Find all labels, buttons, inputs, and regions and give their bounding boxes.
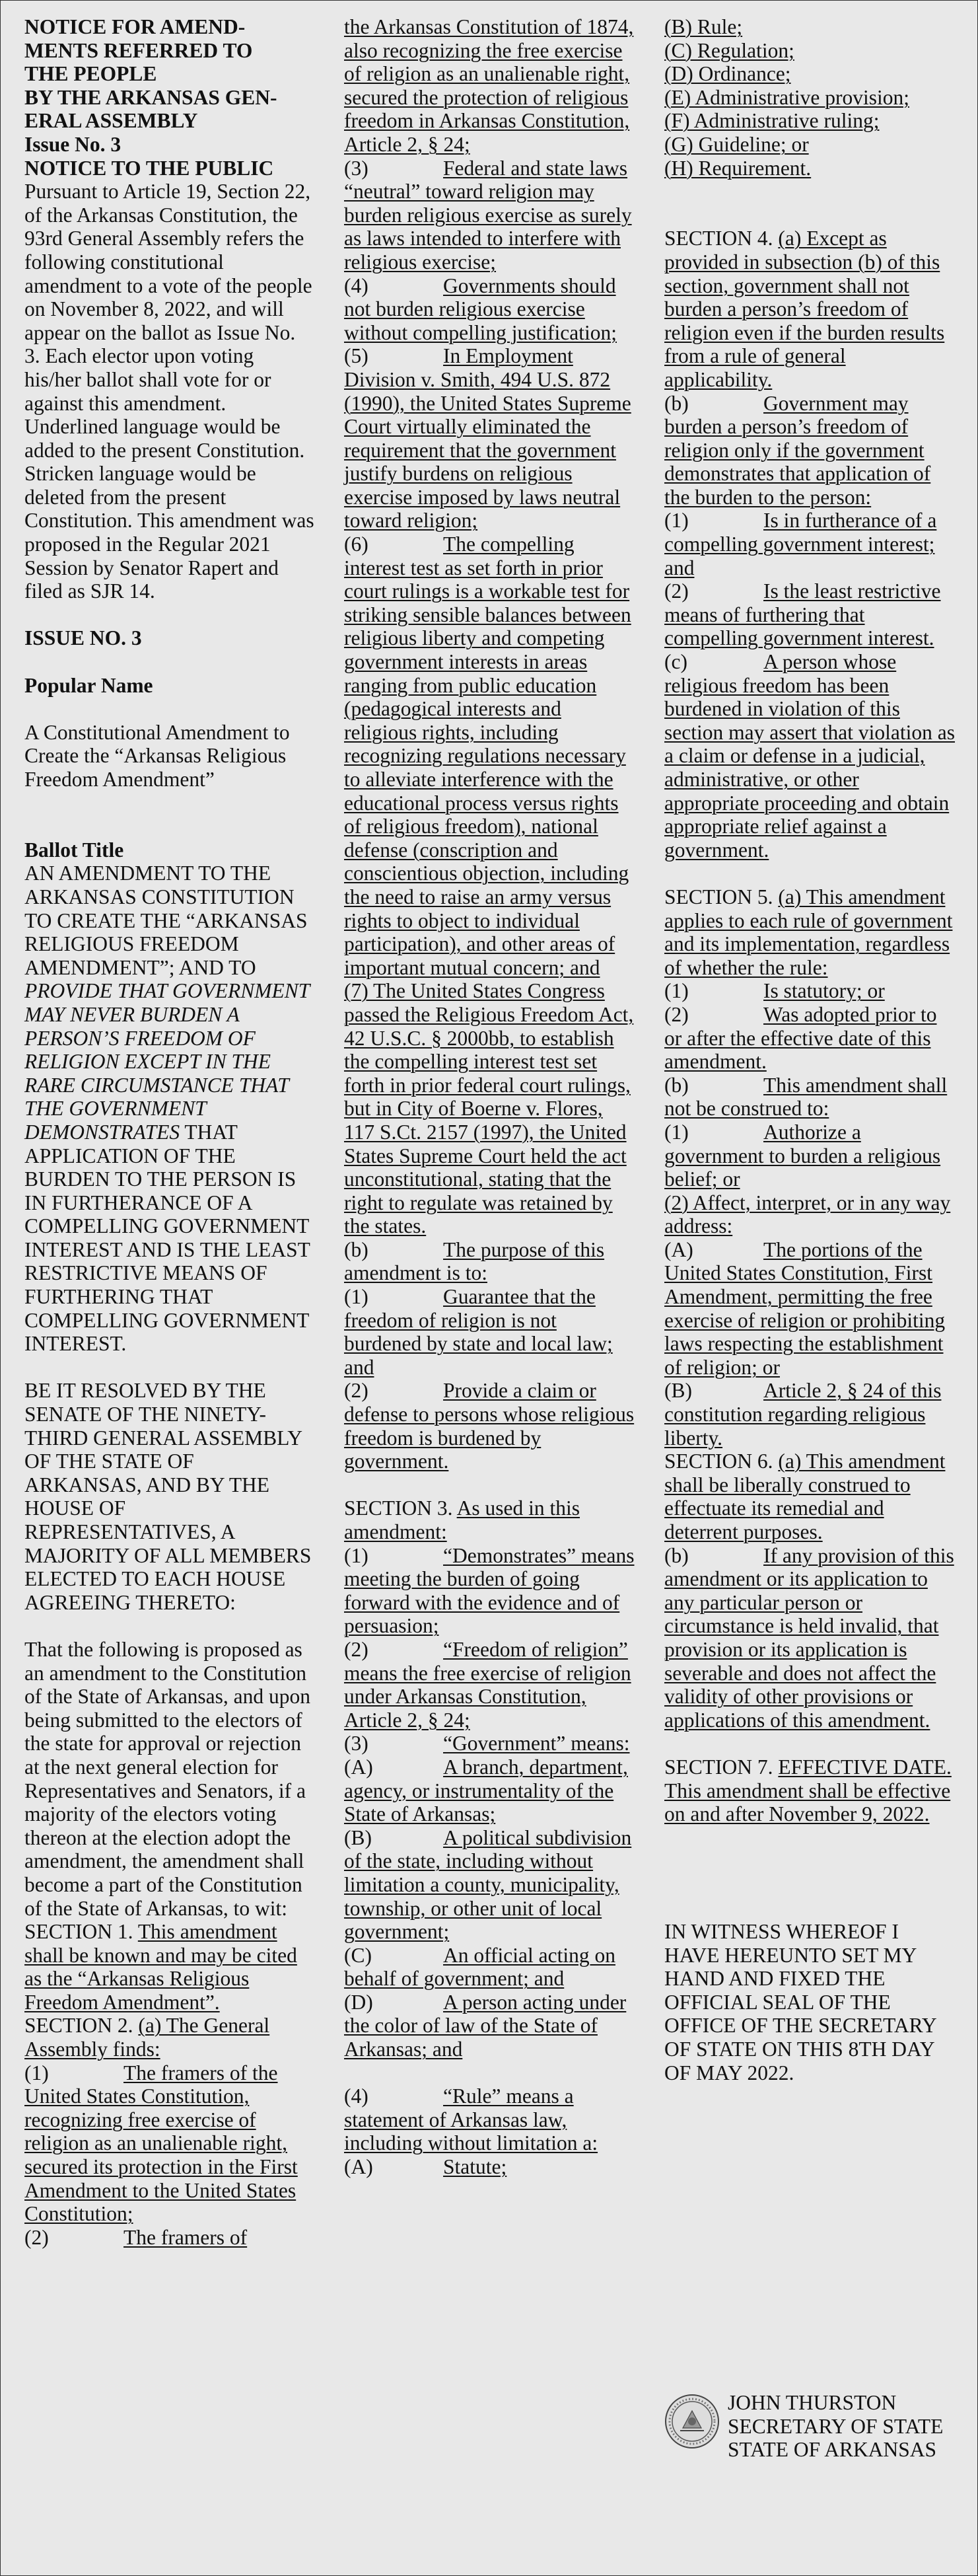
section-7-label: SECTION 7. (664, 1755, 773, 1779)
popular-name-heading: Popular Name (24, 673, 153, 697)
section-4-c-label: (c) (664, 650, 687, 674)
finding-3-text: Federal and state laws “neutral” toward religion may burden religious exercise as surely as laws intended to interfere with religious exercise; (344, 156, 632, 274)
section-5-b-1-text: Authorize a government to burden a religious belief; or (664, 1120, 941, 1191)
signature-block (664, 2391, 955, 2470)
definition-4-text: “Rule” means a statement of Arkansas law, including without limitation a: (344, 2084, 598, 2155)
definition-1-text: “Demonstrates” means meeting the burden of going forward with the evidence and of persuasion; (344, 1543, 635, 1638)
rule-c: (C) Regulation; (664, 38, 794, 62)
section-4-b-1-number: (1) (664, 509, 689, 533)
section-6-b-text: If any provision of this amendment or its application to any particular person or circumstance is held invalid, that provision or its application is severable and does not affect the validity of other provisions or applications of this amendment. (664, 1543, 954, 1732)
finding-1-text: The framers of the United States Constitution, recognizing free exercise of religion as an unalienable right, secured its protection in the First Amendment to the United States Constitution; (24, 2061, 298, 2226)
column-2 (344, 15, 635, 2179)
definition-2 (344, 1638, 635, 1732)
section-5-b-2-a-letter: (A) (664, 1237, 693, 1261)
signatory-state: STATE OF ARKANSAS (728, 2438, 937, 2462)
finding-5 (344, 344, 635, 533)
section-4-b (664, 392, 955, 509)
rule-d: (D) Ordinance; (664, 62, 791, 86)
state-seal-icon (664, 2394, 720, 2449)
purpose-label: (b) (344, 1237, 368, 1261)
finding-2-text: The framers of (123, 2225, 248, 2249)
column-1 (24, 15, 315, 2249)
definition-3-d-text: A person acting under the color of law of the State of Arkansas; and (344, 1990, 627, 2061)
definition-3-b (344, 1826, 635, 1944)
section-5-a-1-number: (1) (664, 979, 689, 1003)
section-1-label: SECTION 1. (24, 1920, 133, 1944)
ballot-title-part-1: AN AMENDMENT TO THE ARKANSAS CONSTITUTION TO CREATE THE “ARKANSAS RELIGIOUS FREEDOM AMENDMENT”; AND TO (24, 862, 308, 979)
finding-4-text: Governments should not burden religious exercise without compelling justification; (344, 274, 617, 344)
finding-5-number: (5) (344, 344, 368, 368)
section-5-b-text: This amendment shall not be construed to: (664, 1073, 948, 1121)
section-2-label: SECTION 2. (24, 2014, 133, 2038)
definition-2-number: (2) (344, 1637, 368, 1661)
notice-heading-line-5: ERAL ASSEMBLY (24, 109, 198, 133)
rule-f: (F) Administrative ruling; (664, 109, 880, 133)
section-6-b-label: (b) (664, 1543, 689, 1567)
notice-heading-line-2: MENTS REFERRED TO (24, 38, 253, 62)
column-3 (664, 15, 955, 2084)
rule-a (344, 2155, 635, 2179)
section-5-b-2-b-letter: (B) (664, 1379, 692, 1403)
section-5-b-1-number: (1) (664, 1120, 689, 1144)
purpose-clause (344, 1238, 635, 1285)
section-5-a-2-number: (2) (664, 1002, 689, 1026)
rule-a-text: Statute; (443, 2155, 507, 2179)
section-5-b-2-a-text: The portions of the United States Constitution, First Amendment, permitting the free exercise of religion or prohibiting laws respecting the establishment of religion; or (664, 1237, 946, 1379)
section-5-b-2: (2) Affect, interpret, or in any way address: (664, 1191, 951, 1238)
finding-6 (344, 533, 635, 979)
definition-1 (344, 1544, 635, 1638)
section-1-text: This amendment shall be known and may be cited as the “Arkansas Religious Freedom Amendment”. (24, 1920, 297, 2014)
definition-4 (344, 2084, 635, 2155)
definition-2-text: “Freedom of religion” means the free exercise of religion under Arkansas Constitution, Article 2, § 24; (344, 1637, 631, 1732)
ballot-title-heading: Ballot Title (24, 838, 124, 862)
resolution-clause: BE IT RESOLVED BY THE SENATE OF THE NINETY-THIRD GENERAL ASSEMBLY OF THE STATE OF ARKANSAS, AND BY THE HOUSE OF REPRESENTATIVES, A MAJORITY OF ALL MEMBERS ELECTED TO EACH HOUSE AGREEING THERETO: (24, 1379, 312, 1614)
section-7-text: EFFECTIVE DATE. This amendment shall be effective on and after November 9, 2022. (664, 1755, 952, 1826)
finding-2-continued: the Arkansas Constitution of 1874, also recognizing the free exercise of religion as an unalienable right, secured the protection of religious freedom in Arkansas Constitution, Article 2, § 24; (344, 15, 634, 156)
definition-3-a-letter: (A) (344, 1755, 373, 1779)
proposal-paragraph: That the following is proposed as an amendment to the Constitution of the State of Arkansas, and upon being submitted to the electors of the state for approval or rejection at the next general election for Representatives and Senators, if a majority of the electors voting thereon at the election adopt the amendment, the amendment shall become a part of the Constitution of the State of Arkansas, to wit: (24, 1637, 311, 1920)
finding-6-number: (6) (344, 533, 368, 556)
section-6-b (664, 1544, 955, 1732)
section-7 (664, 1755, 955, 1826)
notice-heading-line-4: BY THE ARKANSAS GEN- (24, 85, 277, 109)
section-4-b-2 (664, 579, 955, 650)
section-5-a-1-text: Is statutory; or (763, 979, 885, 1003)
finding-4 (344, 274, 635, 345)
notice-heading-line-1: NOTICE FOR AMEND- (24, 15, 246, 38)
finding-2 (24, 2226, 315, 2250)
rule-e: (E) Administrative provision; (664, 85, 909, 109)
purpose-2-text: Provide a claim or defense to persons whose religious freedom is burdened by government. (344, 1379, 635, 1473)
section-6 (664, 1450, 955, 1543)
definition-3-a (344, 1755, 635, 1826)
definition-3-d (344, 1991, 635, 2061)
purpose-text: The purpose of this amendment is to: (344, 1237, 605, 1285)
section-2 (24, 2014, 315, 2061)
popular-name-text: A Constitutional Amendment to Create the “Arkansas Religious Freedom Amendment” (24, 720, 290, 791)
section-6-text: (a) This amendment shall be liberally construed to effectuate its remedial and deterrent purposes. (664, 1450, 946, 1543)
finding-6-text: The compelling interest test as set forth in prior court rulings is a workable test for striking sensible balances between religious liberty and competing government interests in areas ranging from public education (pedagogical interests and religious rights, including recognizing regulations necessary to alleviate interference with the educational process versus rights of religious freedom), national defense (conscription and conscientious objection, including the need to raise an army versus rights to object to individual participation), and other areas of important mutual concern; and (344, 533, 631, 979)
section-1 (24, 1920, 315, 2014)
section-5-a-2 (664, 1003, 955, 1074)
finding-1 (24, 2061, 315, 2226)
signatory-name: JOHN THURSTON (728, 2391, 897, 2414)
definition-3-b-text: A political subdivision of the state, including without limitation a county, municipality, township, or other unit of local government; (344, 1825, 632, 1944)
issue-title: ISSUE NO. 3 (24, 626, 142, 650)
section-5-text: (a) This amendment applies to each rule of government and its implementation, regardless of whether the rule: (664, 885, 953, 979)
signatory-title: SECRETARY OF STATE (728, 2414, 944, 2438)
rule-g: (G) Guideline; or (664, 132, 809, 156)
definition-3-number: (3) (344, 1732, 368, 1755)
definition-3-b-letter: (B) (344, 1825, 372, 1849)
section-2-text: (a) The General Assembly finds: (24, 2014, 270, 2061)
section-3-text: As used in this amendment: (344, 1496, 580, 1543)
finding-2-number: (2) (24, 2225, 49, 2249)
section-5-a-2-text: Was adopted prior to or after the effective date of this amendment. (664, 1002, 937, 1074)
definition-3-c-letter: (C) (344, 1943, 372, 1967)
definition-3-d-letter: (D) (344, 1990, 373, 2014)
rule-h: (H) Requirement. (664, 156, 812, 180)
definition-3-text: “Government” means: (443, 1732, 630, 1755)
issue-number-heading: Issue No. 3 (24, 132, 122, 156)
ballot-title-part-2: THAT APPLICATION OF THE BURDEN TO THE PERSON IS IN FURTHERANCE OF A COMPELLING GOVERNMENT INTEREST AND IS THE LEAST RESTRICTIVE MEANS OF FURTHERING THAT COMPELLING GOVERNMENT INTEREST. (24, 1120, 310, 1356)
rule-a-letter: (A) (344, 2155, 373, 2179)
purpose-2-number: (2) (344, 1379, 368, 1403)
section-5-a-1 (664, 979, 955, 1003)
section-6-label: SECTION 6. (664, 1450, 773, 1473)
section-5 (664, 885, 955, 979)
finding-3-number: (3) (344, 156, 368, 180)
ballot-title-part-italic: PROVIDE THAT GOVERNMENT MAY NEVER BURDEN A PERSON’S FREEDOM OF RELIGION EXCEPT IN THE RARE CIRCUMSTANCE THAT THE GOVERNMENT DEMONSTRATES (24, 979, 310, 1144)
purpose-1 (344, 1285, 635, 1379)
finding-5-text: In Employment Division v. Smith, 494 U.S. 872 (1990), the United States Supreme Court virtually eliminated the requirement that the government justify burdens on religious exercise imposed by laws neutral toward religion; (344, 344, 631, 533)
purpose-1-number: (1) (344, 1285, 368, 1309)
definition-3 (344, 1732, 635, 1755)
purpose-1-text: Guarantee that the freedom of religion is not burdened by state and local law; and (344, 1285, 613, 1379)
definition-3-c (344, 1944, 635, 1991)
section-4-b-label: (b) (664, 391, 689, 415)
ballot-title-text (24, 862, 315, 1355)
section-4-b-1 (664, 509, 955, 579)
definition-3-a-text: A branch, department, agency, or instrumentality of the State of Arkansas; (344, 1755, 628, 1826)
section-3 (344, 1496, 635, 1543)
section-5-b-1 (664, 1121, 955, 1191)
notice-heading-line-3: THE PEOPLE (24, 62, 157, 86)
intro-paragraph: Pursuant to Article 19, Section 22, of the Arkansas Constitution, the 93rd General Assembly refers the following constitutional amendment to a vote of the people on November 8, 2022, and will appear on the ballot as Issue No. 3. Each elector upon voting his/her ballot shall vote for or against this amendment. Underlined language would be added to the present Constitution. Stricken language would be deleted from the present Constitution. This amendment was proposed in the Regular 2021 Session by Senator Rapert and filed as SJR 14. (24, 180, 314, 603)
finding-7: (7) The United States Congress passed the Religious Freedom Act, 42 U.S.C. § 2000bb, to establish the compelling interest test set forth in prior federal court rulings, but in City of Boerne v. Flores, 117 S.Ct. 2157 (1997), the United States Supreme Court held the act unconstitutional, stating that the right to regulate was retained by the states. (344, 979, 634, 1238)
finding-1-number: (1) (24, 2061, 49, 2084)
section-4-b-2-text: Is the least restrictive means of furthering that compelling government interest. (664, 579, 941, 650)
section-4-c-text: A person whose religious freedom has been burdened in violation of this section may assert that violation as a claim or defense in a judicial, administrative, or other appropriate proceeding and obtain appropriate relief against a government. (664, 650, 956, 862)
finding-3 (344, 157, 635, 274)
section-5-b (664, 1074, 955, 1121)
section-4-b-text: Government may burden a person’s freedom of religion only if the government demonstrates that application of the burden to the person: (664, 391, 931, 509)
section-4-b-2-number: (2) (664, 579, 689, 603)
finding-4-number: (4) (344, 274, 368, 297)
notice-to-public-heading: NOTICE TO THE PUBLIC (24, 156, 274, 180)
section-4 (664, 227, 955, 391)
rule-b: (B) Rule; (664, 15, 743, 38)
definition-3-c-text: An official acting on behalf of government; and (344, 1943, 615, 1991)
section-4-c (664, 650, 955, 862)
section-3-label: SECTION 3. (344, 1496, 453, 1520)
definition-4-number: (4) (344, 2084, 368, 2108)
section-5-b-2-a (664, 1238, 955, 1380)
section-4-label: SECTION 4. (664, 227, 773, 250)
definition-1-number: (1) (344, 1543, 368, 1567)
section-4-text: (a) Except as provided in subsection (b) of this section, government shall not burden a person’s freedom of religion even if the burden results from a rule of general applicability. (664, 227, 945, 391)
purpose-2 (344, 1379, 635, 1473)
section-5-b-2-b-text: Article 2, § 24 of this constitution regarding religious liberty. (664, 1379, 942, 1450)
witness-clause: IN WITNESS WHEREOF I HAVE HEREUNTO SET MY HAND AND FIXED THE OFFICIAL SEAL OF THE OFFICE OF THE SECRETARY OF STATE ON THIS 8TH DAY OF MAY 2022. (664, 1920, 936, 2084)
signature-text (728, 2391, 943, 2462)
section-5-b-label: (b) (664, 1073, 689, 1097)
section-5-b-2-b (664, 1379, 955, 1450)
section-4-b-1-text: Is in furtherance of a compelling government interest; and (664, 509, 937, 579)
section-5-label: SECTION 5. (664, 885, 773, 908)
